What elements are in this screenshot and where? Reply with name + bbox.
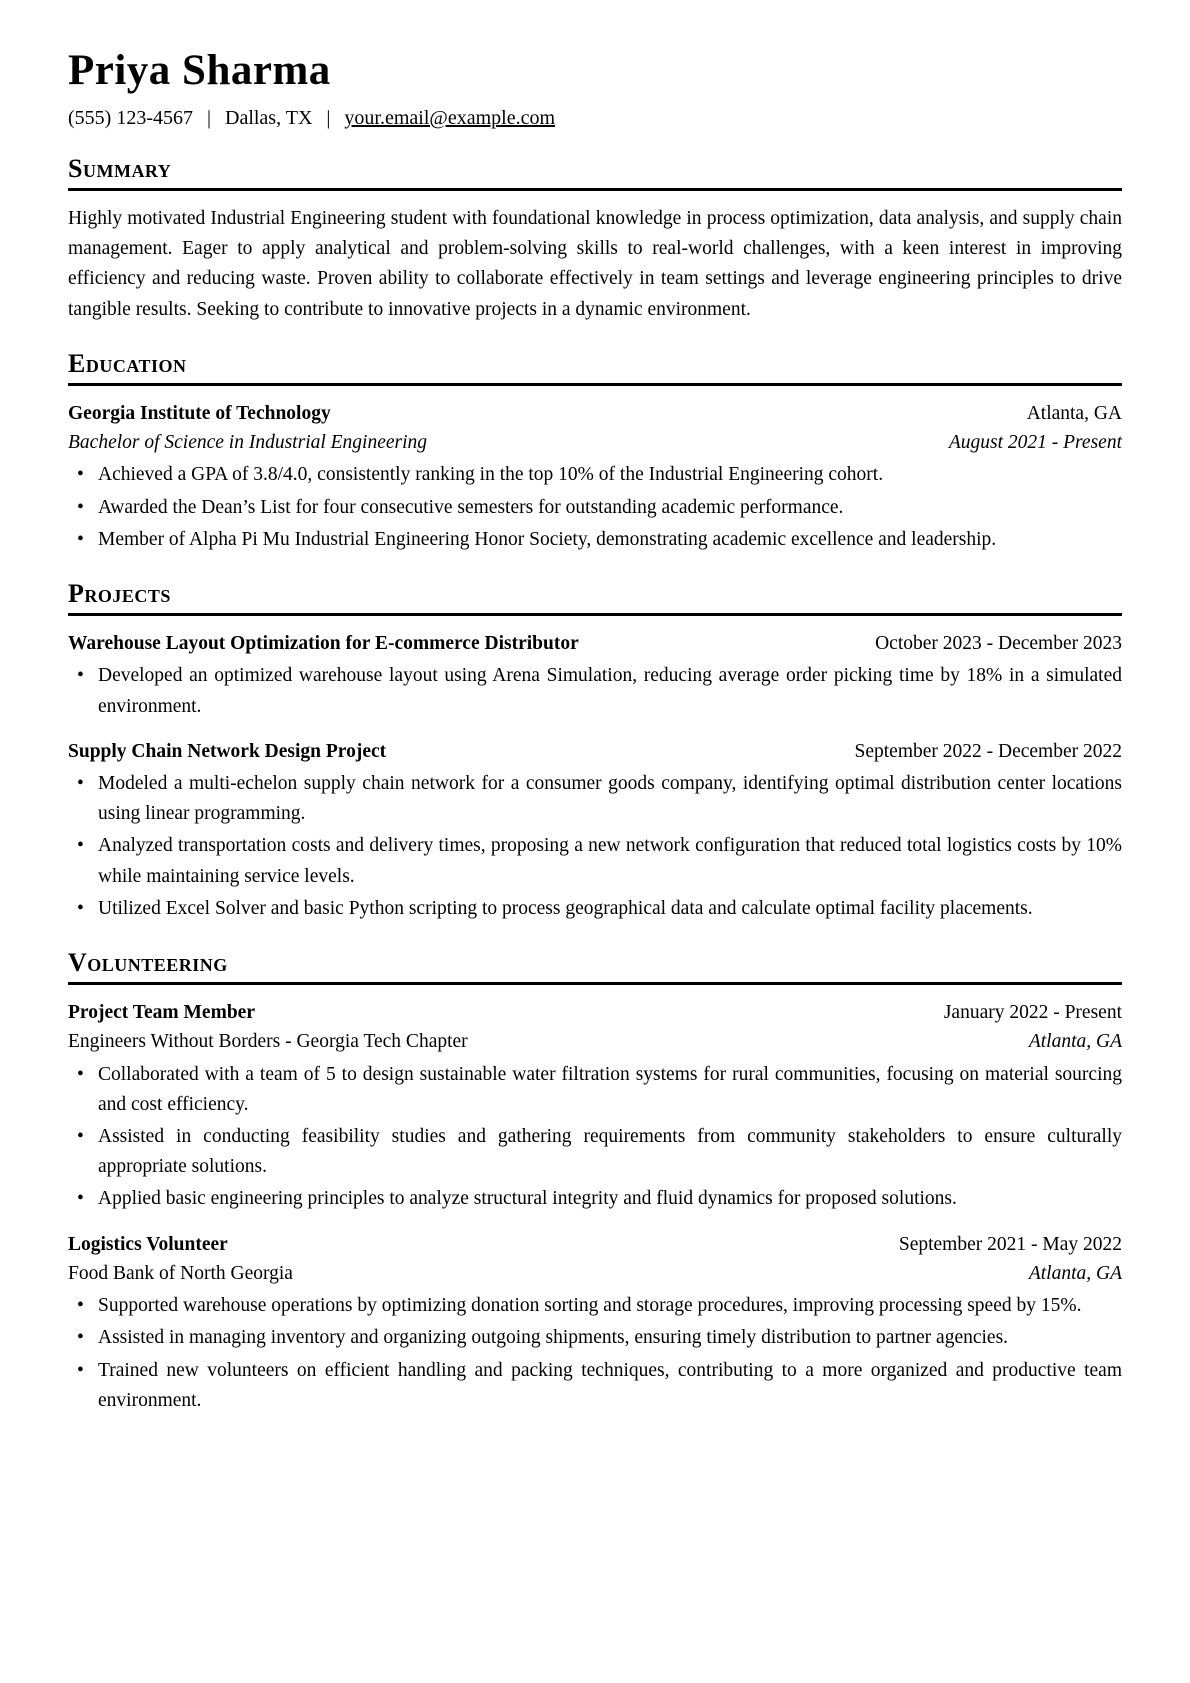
separator-bar: | bbox=[326, 107, 331, 129]
project-bullet-list bbox=[68, 661, 1122, 721]
location-text: Dallas, TX bbox=[225, 107, 313, 129]
person-name: Priya Sharma bbox=[68, 47, 331, 94]
bullet-item: • Achieved a GPA of 3.8/4.0, consistently ranking in the top 10% of the Industrial Engineering cohort. bbox=[68, 460, 1122, 490]
section-projects bbox=[68, 579, 1122, 924]
project-name: Supply Chain Network Design Project bbox=[68, 740, 387, 762]
volunteering-entry bbox=[68, 998, 1122, 1215]
section-title-projects: Projects bbox=[68, 579, 1122, 616]
project-entry-header bbox=[68, 629, 1122, 658]
institution-location: Atlanta, GA bbox=[1026, 402, 1122, 424]
volunteering-entry bbox=[68, 1230, 1122, 1416]
section-title-volunteering: Volunteering bbox=[68, 948, 1122, 985]
section-title-summary: Summary bbox=[68, 154, 1122, 191]
bullet-item: • Supported warehouse operations by optimizing donation sorting and storage procedures, improving processing speed by 15%. bbox=[68, 1291, 1122, 1321]
volunteer-location: Atlanta, GA bbox=[1028, 1262, 1122, 1284]
volunteering-entry-header bbox=[68, 998, 1122, 1027]
project-dates: September 2022 - December 2022 bbox=[854, 740, 1122, 762]
bullet-item: • Utilized Excel Solver and basic Python scripting to process geographical data and calculate optimal facility placements. bbox=[68, 894, 1122, 924]
separator-bar: | bbox=[206, 107, 211, 129]
degree-name: Bachelor of Science in Industrial Engineering bbox=[68, 432, 428, 454]
email-link[interactable]: your.email@example.com bbox=[344, 107, 555, 129]
education-entry-subheader bbox=[68, 428, 1122, 457]
summary-paragraph: Highly motivated Industrial Engineering student with foundational knowledge in process optimization, data analysis, and supply chain management. Eager to apply analytical and problem-solving skills to real-world challenges, with a keen interest in improving efficiency and reducing waste. Proven ability to collaborate effectively in team settings and leverage engineering principles to drive tangible results. Seeking to contribute to innovative projects in a dynamic environment. bbox=[68, 208, 1122, 320]
bullet-item: • Awarded the Dean’s List for four consecutive semesters for outstanding academic performance. bbox=[68, 493, 1122, 523]
project-name: Warehouse Layout Optimization for E-commerce Distributor bbox=[68, 633, 579, 655]
volunteer-organization: Food Bank of North Georgia bbox=[68, 1262, 293, 1284]
education-entry bbox=[68, 399, 1122, 555]
volunteer-dates: September 2021 - May 2022 bbox=[898, 1233, 1122, 1255]
volunteer-role: Project Team Member bbox=[68, 1002, 255, 1024]
section-volunteering bbox=[68, 948, 1122, 1416]
bullet-item: • Modeled a multi-echelon supply chain network for a consumer goods company, identifying optimal distribution center locations using linear programming. bbox=[68, 769, 1122, 829]
project-bullet-list bbox=[68, 769, 1122, 924]
education-bullet-list bbox=[68, 460, 1122, 555]
bullet-item: • Member of Alpha Pi Mu Industrial Engineering Honor Society, demonstrating academic excellence and leadership. bbox=[68, 525, 1122, 555]
volunteering-bullet-list bbox=[68, 1291, 1122, 1416]
phone-number: (555) 123-4567 bbox=[68, 107, 193, 129]
project-entry bbox=[68, 737, 1122, 924]
project-entry bbox=[68, 629, 1122, 722]
section-education bbox=[68, 349, 1122, 555]
volunteering-entry-subheader bbox=[68, 1259, 1122, 1288]
bullet-item: • Developed an optimized warehouse layout using Arena Simulation, reducing average order picking time by 18% in a simulated environment. bbox=[68, 661, 1122, 721]
bullet-item: • Collaborated with a team of 5 to design sustainable water filtration systems for rural communities, focusing on material sourcing and cost efficiency. bbox=[68, 1060, 1122, 1120]
volunteer-dates: January 2022 - Present bbox=[943, 1002, 1122, 1024]
section-summary bbox=[68, 154, 1122, 325]
volunteer-role: Logistics Volunteer bbox=[68, 1233, 228, 1255]
project-entry-header bbox=[68, 737, 1122, 766]
project-dates: October 2023 - December 2023 bbox=[875, 633, 1122, 655]
volunteering-bullet-list bbox=[68, 1060, 1122, 1215]
bullet-item: • Assisted in conducting feasibility studies and gathering requirements from community stakeholders to ensure culturally appropriate solutions. bbox=[68, 1122, 1122, 1182]
volunteering-entry-subheader bbox=[68, 1027, 1122, 1056]
institution-name: Georgia Institute of Technology bbox=[68, 402, 331, 424]
education-dates: August 2021 - Present bbox=[948, 432, 1122, 454]
education-entry-header bbox=[68, 399, 1122, 428]
bullet-item: • Applied basic engineering principles to analyze structural integrity and fluid dynamics for proposed solutions. bbox=[68, 1184, 1122, 1214]
contact-line bbox=[68, 107, 1122, 130]
volunteer-location: Atlanta, GA bbox=[1028, 1031, 1122, 1053]
volunteering-entry-header bbox=[68, 1230, 1122, 1259]
volunteer-organization: Engineers Without Borders - Georgia Tech Chapter bbox=[68, 1031, 468, 1053]
bullet-item: • Assisted in managing inventory and organizing outgoing shipments, ensuring timely distribution to partner agencies. bbox=[68, 1323, 1122, 1353]
bullet-item: • Trained new volunteers on efficient handling and packing techniques, contributing to a more organized and productive team environment. bbox=[68, 1356, 1122, 1416]
resume-header bbox=[68, 46, 1122, 130]
bullet-item: • Analyzed transportation costs and delivery times, proposing a new network configuration that reduced total logistics costs by 10% while maintaining service levels. bbox=[68, 831, 1122, 891]
section-title-education: Education bbox=[68, 349, 1122, 386]
